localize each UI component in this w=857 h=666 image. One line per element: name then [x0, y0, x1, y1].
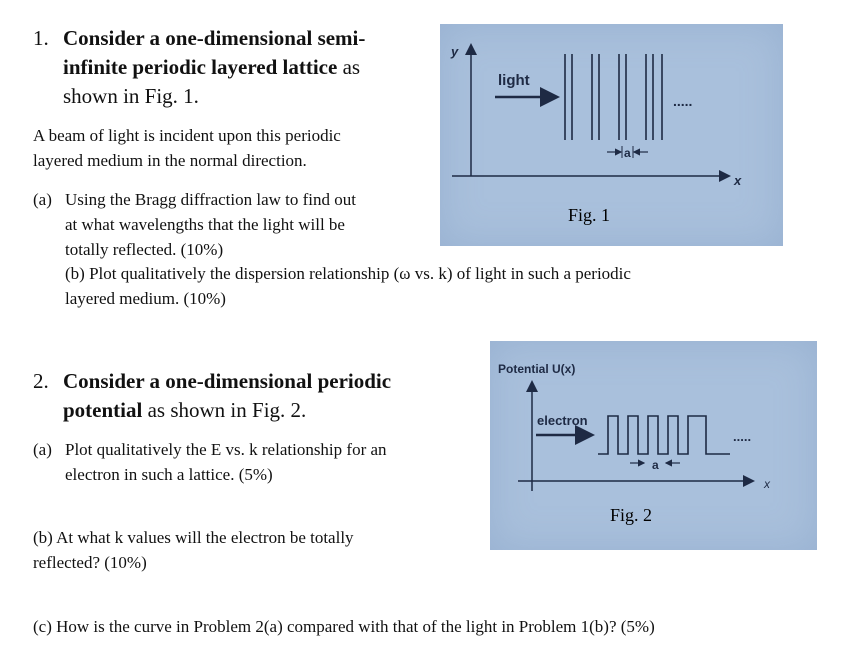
figure-1-drawing [440, 24, 783, 246]
q1-b-text [65, 261, 631, 311]
q2-b-line2: reflected? (10%) [33, 553, 147, 572]
fig2-dots: ..... [733, 429, 752, 444]
q1-title-bold-2: infinite periodic layered lattice [63, 55, 338, 79]
fig1-x-label: x [734, 173, 742, 188]
q1-title-rest: as [337, 55, 361, 79]
q2-c-text: (c) How is the curve in Problem 2(a) compared with that of the light in Problem 1(b)? (5%) [33, 617, 655, 636]
q1-title-bold-1: Consider a one-dimensional semi- [63, 26, 366, 50]
q2-title-bold-1: Consider a one-dimensional periodic [63, 369, 392, 393]
figure-2 [490, 341, 817, 550]
q2-title [63, 367, 463, 425]
q1-title [63, 24, 433, 111]
fig1-caption: Fig. 1 [568, 205, 611, 225]
figure-2-drawing [490, 341, 817, 550]
q1-a-label: (a) [33, 190, 52, 209]
q2-a-line1: Plot qualitatively the E vs. k relationship for an [65, 440, 387, 459]
q1-number: 1. [33, 26, 49, 50]
q1-a-line2: at what wavelengths that the light will be [65, 215, 345, 234]
q1-a-line1: Using the Bragg diffraction law to find out [65, 190, 356, 209]
fig2-y-label: Potential U(x) [498, 362, 576, 376]
q2-b-line1: (b) At what k values will the electron be totally [33, 528, 354, 547]
fig1-y-label: y [451, 44, 459, 59]
q2-a-label: (a) [33, 440, 52, 459]
q1-intro-line2: layered medium in the normal direction. [33, 151, 307, 170]
q1-intro [33, 123, 341, 173]
fig1-a-label: a [624, 146, 631, 160]
fig1-light-label: light [498, 72, 530, 89]
fig2-potential-wave [598, 416, 730, 454]
q1-a-text [65, 187, 356, 262]
fig1-dots: ..... [673, 93, 693, 109]
fig2-electron-label: electron [537, 413, 588, 428]
q2-title-bold-2: potential [63, 398, 143, 422]
q1-intro-line1: A beam of light is incident upon this periodic [33, 126, 341, 145]
fig2-x-label: x [764, 477, 770, 491]
q1-b-line2: layered medium. (10%) [65, 289, 226, 308]
q1-a-line3: totally reflected. (10%) [65, 240, 224, 259]
fig1-layers [565, 54, 662, 140]
q1-title-line3: shown in Fig. 1. [63, 84, 199, 108]
figure-1 [440, 24, 783, 246]
q2-b-text [33, 525, 354, 575]
q2-number: 2. [33, 369, 49, 393]
q2-a-line2: electron in such a lattice. (5%) [65, 465, 273, 484]
fig2-caption: Fig. 2 [610, 505, 653, 525]
q1-b-line1: (b) Plot qualitatively the dispersion relationship (ω vs. k) of light in such a periodic [65, 264, 631, 283]
fig2-a-label: a [652, 458, 659, 472]
q2-title-rest: as shown in Fig. 2. [142, 398, 307, 422]
q2-a-text [65, 437, 387, 487]
